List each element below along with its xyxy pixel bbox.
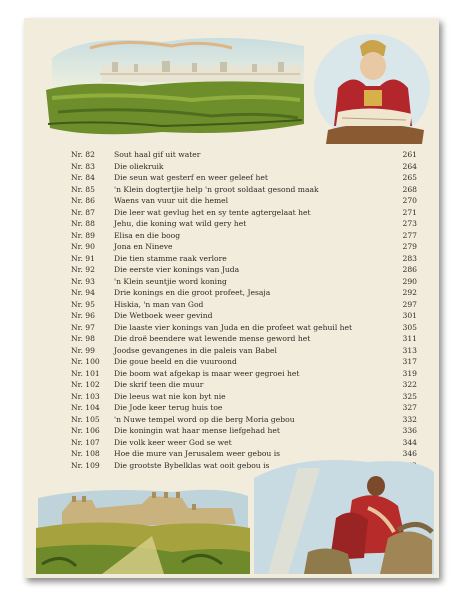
toc-entry [71, 230, 439, 242]
entry-number: Nr. 105 [71, 414, 100, 424]
toc-entry [71, 149, 439, 161]
entry-number: Nr. 95 [71, 299, 95, 309]
entry-page: 332 [402, 414, 417, 424]
fortress-landscape-illustration [32, 478, 254, 576]
entry-number: Nr. 107 [71, 437, 100, 447]
entry-page: 346 [402, 449, 417, 458]
toc-entry [71, 368, 439, 380]
entry-title: Sout haal gif uit water [114, 150, 201, 159]
entry-title: Die volk keer weer God se wet [114, 437, 232, 447]
entry-number: Nr. 83 [71, 161, 95, 171]
toc-entry [71, 425, 439, 437]
entry-number: Nr. 90 [71, 242, 95, 251]
entry-title: 'n Klein dogtertjie help 'n groot soldaat gesond maak [114, 184, 319, 194]
entry-title: Die skrif teen die muur [114, 380, 204, 389]
entry-page: 290 [402, 276, 417, 286]
entry-number: Nr. 85 [71, 184, 95, 194]
entry-number: Nr. 91 [71, 253, 95, 263]
entry-number: Nr. 108 [71, 449, 100, 458]
entry-number: Nr. 98 [71, 334, 95, 343]
entry-title: Die koningin wat haar mense liefgehad het [114, 426, 280, 435]
entry-page: 268 [402, 184, 417, 194]
entry-page: 279 [402, 242, 417, 251]
entry-page: 311 [402, 334, 417, 343]
toc-entry [71, 402, 439, 414]
entry-page: 277 [402, 230, 417, 240]
toc-entry [71, 276, 439, 288]
toc-entry [71, 310, 439, 322]
entry-title: Die tien stamme raak verlore [114, 253, 227, 263]
toc-entry [71, 207, 439, 219]
entry-page: 283 [402, 253, 417, 263]
entry-number: Nr. 87 [71, 207, 95, 217]
toc-entry [71, 195, 439, 207]
table-of-contents [71, 149, 439, 471]
entry-number: Nr. 94 [71, 288, 95, 297]
entry-number: Nr. 86 [71, 196, 95, 205]
entry-title: Die boom wat afgekap is maar weer gegroei het [114, 368, 300, 378]
entry-title: Jehu, die koning wat wild gery het [114, 219, 247, 228]
entry-page: 301 [402, 311, 417, 320]
entry-number: Nr. 96 [71, 311, 95, 320]
entry-title: Elisa en die boog [114, 230, 181, 240]
entry-page: 317 [402, 357, 417, 366]
toc-entry [71, 322, 439, 334]
entry-number: Nr. 84 [71, 173, 95, 182]
entry-number: Nr. 88 [71, 219, 95, 228]
entry-title: Die seun wat gesterf en weer geleef het [114, 173, 268, 182]
toc-entry [71, 414, 439, 426]
entry-page: 265 [402, 173, 417, 182]
toc-entry [71, 391, 439, 403]
toc-entry [71, 287, 439, 299]
entry-title: Die goue beeld en die vuuroond [114, 357, 237, 366]
city-landscape-illustration [42, 28, 312, 138]
entry-number: Nr. 100 [71, 357, 100, 366]
entry-page: 305 [402, 322, 417, 332]
toc-entry [71, 333, 439, 345]
entry-title: Drie konings en die groot profeet, Jesaja [114, 288, 271, 297]
toc-entry [71, 241, 439, 253]
entry-number: Nr. 89 [71, 230, 95, 240]
entry-title: Die Jode keer terug huis toe [114, 403, 223, 412]
entry-page: 261 [402, 150, 417, 159]
book-page [24, 18, 439, 578]
entry-number: Nr. 103 [71, 391, 100, 401]
entry-title: Die oliekruik [114, 161, 164, 171]
entry-page: 271 [402, 207, 417, 217]
toc-entry [71, 161, 439, 173]
toc-entry [71, 264, 439, 276]
entry-number: Nr. 104 [71, 403, 100, 412]
toc-entry [71, 218, 439, 230]
entry-page: 322 [402, 380, 417, 389]
entry-number: Nr. 93 [71, 276, 95, 286]
entry-number: Nr. 106 [71, 426, 100, 435]
entry-title: Die Wetboek weer gevind [114, 311, 213, 320]
entry-page: 270 [402, 196, 417, 205]
entry-page: 336 [402, 426, 417, 435]
entry-page: 273 [402, 219, 417, 228]
entry-title: Waens van vuur uit die hemel [114, 196, 229, 205]
entry-page: 264 [402, 161, 417, 171]
entry-page: 292 [402, 288, 417, 297]
toc-entry [71, 253, 439, 265]
entry-title: Die laaste vier konings van Juda en die profeet wat gehuil het [114, 322, 353, 332]
entry-page: 327 [402, 403, 417, 412]
entry-page: 297 [402, 299, 417, 309]
toc-entry [71, 437, 439, 449]
priest-with-scroll-illustration [308, 26, 433, 146]
entry-number: Nr. 97 [71, 322, 95, 332]
entry-number: Nr. 101 [71, 368, 100, 378]
entry-number: Nr. 102 [71, 380, 100, 389]
entry-page: 325 [402, 391, 417, 401]
entry-number: Nr. 92 [71, 265, 95, 274]
entry-title: 'n Nuwe tempel word op die berg Moria gebou [114, 414, 295, 424]
entry-title: Joodse gevangenes in die paleis van Babel [114, 345, 277, 355]
entry-title: Die leer wat gevlug het en sy tente agtergelaat het [114, 207, 311, 217]
entry-title: Hoe die mure van Jerusalem weer gebou is [114, 449, 281, 458]
entry-title: Hiskia, 'n man van God [114, 299, 204, 309]
toc-entry [71, 172, 439, 184]
toc-entry [71, 379, 439, 391]
entry-number: Nr. 82 [71, 150, 95, 159]
entry-title: Die leeus wat nie kon byt nie [114, 391, 226, 401]
toc-entry [71, 299, 439, 311]
entry-page: 313 [402, 345, 417, 355]
toc-entry [71, 184, 439, 196]
entry-title: Die droë beendere wat lewende mense geword het [114, 334, 311, 343]
entry-title: Die eerste vier konings van Juda [114, 265, 240, 274]
entry-page: 319 [402, 368, 417, 378]
toc-entry [71, 345, 439, 357]
entry-page: 344 [402, 437, 417, 447]
entry-title: Die grootste Bybelklas wat ooit gebou is [114, 460, 270, 470]
entry-title: Jona en Nineve [114, 242, 173, 251]
entry-number: Nr. 99 [71, 345, 95, 355]
entry-number: Nr. 109 [71, 460, 100, 470]
toc-entry [71, 356, 439, 368]
daniel-in-lions-den-illustration [248, 448, 436, 576]
entry-title: 'n Klein seuntjie word koning [114, 276, 227, 286]
entry-page: 286 [402, 265, 417, 274]
